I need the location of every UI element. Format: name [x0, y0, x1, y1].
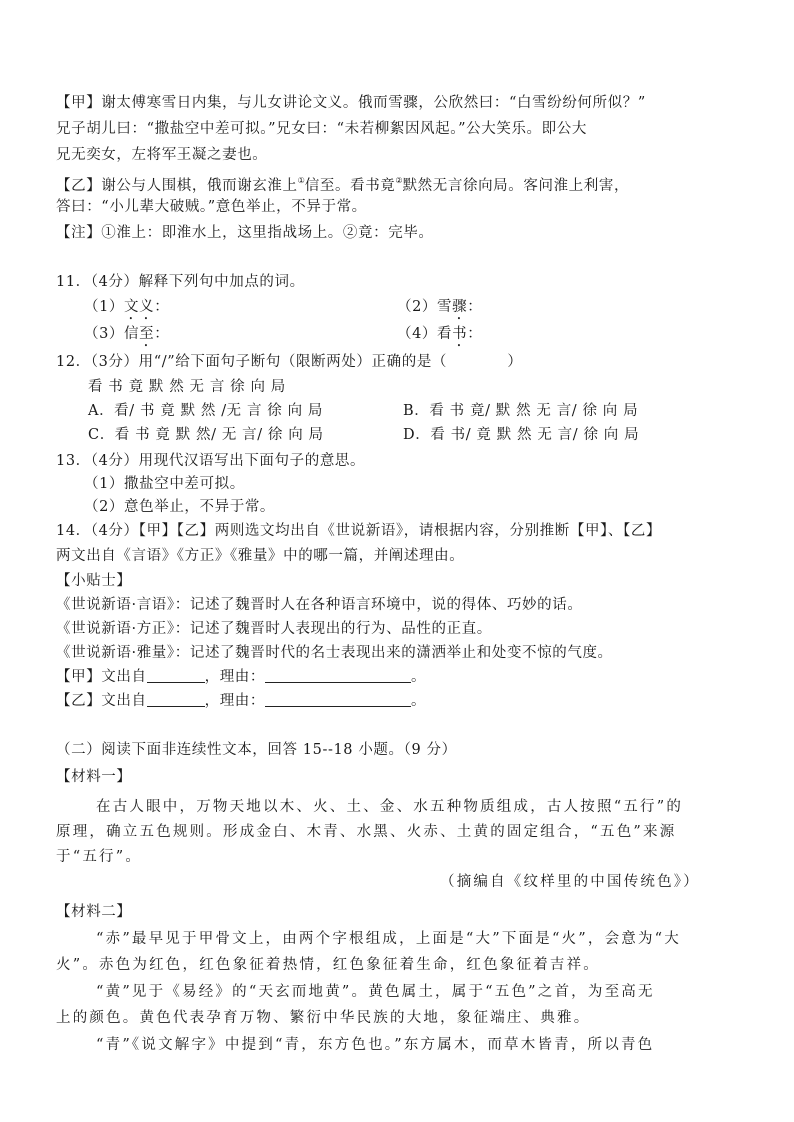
q11-item-4-prefix: （4）看 [397, 326, 453, 342]
material-1-source: （摘编自《纹样里的中国传统色》） [440, 874, 700, 890]
passage-jia-line-1 [56, 93, 646, 113]
q11-item-4-word: 书 [452, 326, 468, 342]
material-1-title: 【材料一】 [56, 769, 132, 785]
passage-yi-line-2: 答曰：“小儿辈大破贼。”意色举止，不异于常。 [56, 199, 367, 215]
q13-item-2: （2）意色举止，不异于常。 [84, 499, 276, 515]
q14-answer-yi-reason-blank[interactable] [265, 692, 411, 707]
q11-item-1 [84, 297, 169, 323]
q12-option-b: B．看 书 竟/ 默 然 无 言/ 徐 向 局 [403, 403, 639, 419]
q11-item-3-prefix: （3）信 [84, 326, 140, 342]
q11-item-1-word: 文义 [124, 299, 155, 315]
q14-tip-2: 《世说新语·方正》：记述了魏晋时人表现出的行为、品性的正直。 [56, 621, 492, 637]
q14-tip-3: 《世说新语·雅量》：记述了魏晋时代的名士表现出来的潇洒举止和处变不惊的气度。 [56, 645, 613, 661]
q13-stem: 13．（4分）用现代汉语写出下面句子的意思。 [56, 453, 366, 469]
q11-item-4-colon: ： [467, 326, 483, 342]
q12-sentence: 看 书 竟 默 然 无 言 徐 向 局 [88, 379, 286, 395]
footnote-marker-1: ① [297, 176, 305, 185]
q12-option-c: C．看 书 竟 默 然/ 无 言/ 徐 向 局 [88, 427, 324, 443]
q14-answer-yi-label: 【乙】文出自 [56, 693, 147, 709]
q14-answer-jia-reason-blank[interactable] [265, 668, 411, 683]
material-2-title: 【材料二】 [56, 904, 132, 920]
footnotes: 【注】①淮上：即淮水上，这里指战场上。②竟：完毕。 [56, 225, 434, 241]
q12-option-d: D．看 书/ 竟 默 然 无 言/ 徐 向 局 [403, 427, 640, 443]
q11-item-1-colon: ： [154, 299, 170, 315]
passage-jia-line-3: 兄无奕女，左将军王凝之妻也。 [56, 147, 268, 163]
q11-item-3 [84, 324, 169, 350]
q11-stem: 11．（4分）解释下列句中加点的词。 [56, 274, 305, 290]
footnote-marker-2: ② [395, 176, 403, 185]
q14-answer-jia [56, 667, 426, 687]
q13-item-1: （1）撒盐空中差可拟。 [84, 476, 245, 492]
q14-stem-line-1: 14．（4分）【甲】【乙】两则选文均出自《世说新语》，请根据内容，分别推断【甲】、【乙】 [56, 523, 662, 539]
passage-yi-text-1c: 默然无言徐向局。客问淮上利害， [402, 178, 630, 194]
q14-answer-jia-label: 【甲】文出自 [56, 669, 147, 685]
q14-answer-jia-source-blank[interactable] [147, 668, 205, 683]
q14-tips-title: 【小贴士】 [56, 573, 132, 589]
q11-item-4 [397, 324, 482, 350]
passage-yi-tag: 【乙】 [56, 178, 102, 194]
q11-item-2-colon: ： [467, 299, 483, 315]
material-2-line-1: “赤”最早见于甲骨文上，由两个字根组成，上面是“大”下面是“火”，会意为“大 [96, 931, 681, 947]
q14-answer-yi [56, 691, 426, 711]
q11-item-2-prefix: （2）雪 [397, 299, 453, 315]
material-1-line-1: 在古人眼中，万物天地以木、火、土、金、水五种物质组成，古人按照“五行”的 [96, 799, 684, 815]
passage-yi-text-1a: 谢公与人围棋，俄而谢玄淮上 [101, 178, 298, 194]
q14-stem-line-2: 两文出自《言语》《方正》《雅量》中的哪一篇，并阐述理由。 [56, 548, 465, 564]
material-1-line-3: 于“五行”。 [56, 849, 143, 865]
q12-option-a: A．看/ 书 竟 默 然 /无 言 徐 向 局 [88, 403, 324, 419]
q11-item-3-word: 至 [139, 326, 155, 342]
q11-item-3-colon: ： [154, 326, 170, 342]
material-2-line-4: 上的颜色。黄色代表孕育万物、繁衍中华民族的大地，象征端庄、典雅。 [56, 1010, 591, 1026]
q11-item-1-prefix: （1） [84, 299, 125, 315]
passage-yi-line-1 [56, 171, 629, 196]
q14-answer-jia-end: 。 [411, 669, 427, 685]
q14-answer-yi-reason-label: ，理由： [204, 693, 266, 709]
section-2-heading: （二）阅读下面非连续性文本，回答 15--18 小题。（9 分） [56, 742, 457, 758]
passage-jia-tag: 【甲】 [56, 95, 102, 111]
q12-stem: 12．（3分）用“/”给下面句子断句（限断两处）正确的是（ ） [56, 354, 523, 370]
q14-tip-1: 《世说新语·言语》：记述了魏晋时人在各种语言环境中，说的得体、巧妙的话。 [56, 597, 583, 613]
q11-item-2-word: 骤 [452, 299, 468, 315]
passage-yi-text-1b: 信至。看书竟 [304, 178, 396, 194]
q11-item-2 [397, 297, 482, 323]
material-2-line-3: “黄”见于《易经》的“天玄而地黄”。黄色属土，属于“五色”之首，为至高无 [96, 984, 655, 1000]
q14-answer-yi-source-blank[interactable] [147, 692, 205, 707]
material-1-line-2: 原理，确立五色规则。形成金白、木青、水黑、火赤、土黄的固定组合，“五色”来源 [56, 824, 677, 840]
material-2-line-5: “青”《说文解字》中提到“青，东方色也。”东方属木，而草木皆青，所以青色 [96, 1037, 655, 1053]
q14-answer-jia-reason-label: ，理由： [204, 669, 266, 685]
q14-answer-yi-end: 。 [411, 693, 427, 709]
passage-jia-text-1: 谢太傅寒雪日内集，与儿女讲论文义。俄而雪骤，公欣然曰：“白雪纷纷何所似？” [101, 95, 646, 111]
passage-jia-line-2: 兄子胡儿曰：“撒盐空中差可拟。”兄女曰：“未若柳絮因风起。”公大笑乐。即公大 [56, 121, 587, 137]
material-2-line-2: 火”。赤色为红色，红色象征着热情，红色象征着生命，红色象征着吉祥。 [56, 957, 601, 973]
